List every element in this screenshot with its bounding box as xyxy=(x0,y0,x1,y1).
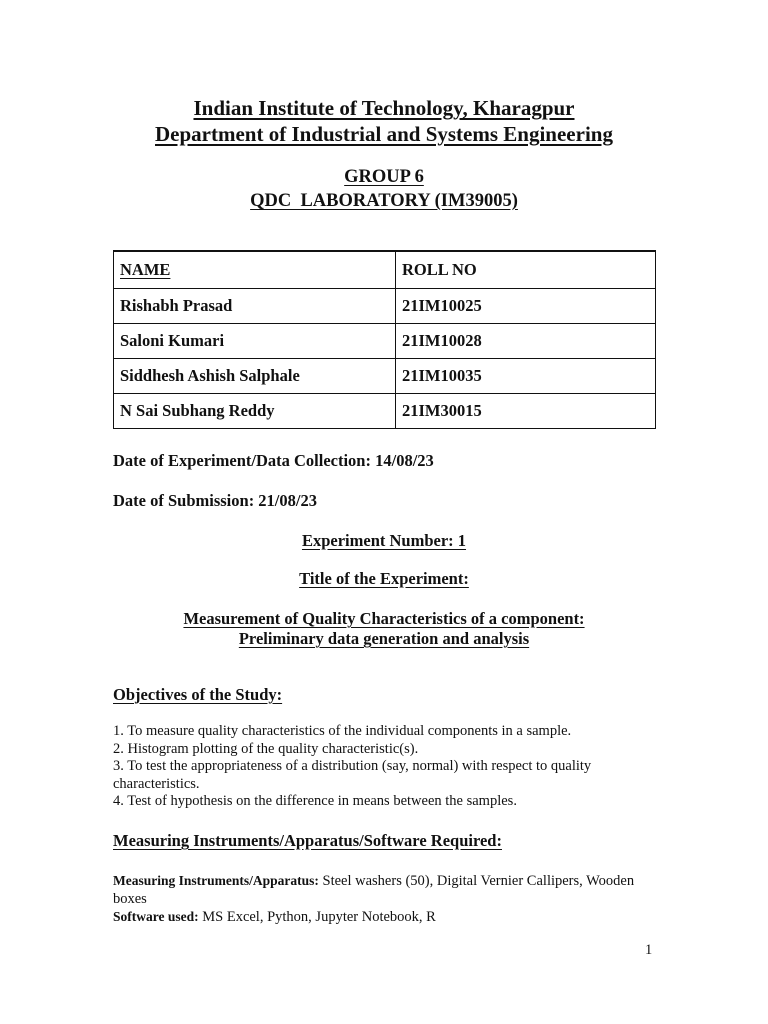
table-header-row xyxy=(114,251,656,289)
objectives-list xyxy=(113,723,653,811)
objectives-heading: Objectives of the Study: xyxy=(113,685,283,704)
list-item: 1. To measure quality characteristics of the individual components in a sample. xyxy=(113,723,572,739)
apparatus-value: Steel washers (50), Digital Vernier Callipers, Wooden boxes xyxy=(113,873,635,907)
software-label: Software used: xyxy=(113,909,199,924)
department-title: Department of Industrial and Systems Engineering xyxy=(155,122,613,146)
software-line xyxy=(113,908,653,927)
student-roll: 21IM30015 xyxy=(396,394,656,429)
lab-label: QDC LABORATORY (IM39005) xyxy=(250,191,518,211)
table-row xyxy=(114,289,656,324)
table-row xyxy=(114,394,656,429)
student-roll: 21IM10035 xyxy=(396,359,656,394)
software-value: MS Excel, Python, Jupyter Notebook, R xyxy=(198,909,436,925)
list-item: 2. Histogram plotting of the quality characteristic(s). xyxy=(113,740,419,757)
experiment-date: Date of Experiment/Data Collection: 14/08/23 xyxy=(113,451,434,470)
experiment-title-line2: Preliminary data generation and analysis xyxy=(238,629,530,648)
student-roll: 21IM10025 xyxy=(396,289,656,324)
group-label: GROUP 6 xyxy=(344,167,424,187)
list-item: 3. To test the appropriateness of a distribution (say, normal) with respect to quality characteristics. xyxy=(113,758,592,792)
student-name: Siddhesh Ashish Salphale xyxy=(114,359,396,394)
page-number: 1 xyxy=(645,942,653,958)
experiment-title-label: Title of the Experiment: xyxy=(299,569,469,588)
student-name: N Sai Subhang Reddy xyxy=(114,394,396,429)
instruments-block xyxy=(113,872,653,927)
experiment-number: Experiment Number: 1 xyxy=(301,531,467,550)
apparatus-line xyxy=(113,872,653,908)
header-roll-no: ROLL NO xyxy=(396,251,656,289)
student-roll: 21IM10028 xyxy=(396,324,656,359)
experiment-title-line1: Measurement of Quality Characteristics of a component: xyxy=(183,609,585,628)
table-row xyxy=(114,359,656,394)
instruments-heading: Measuring Instruments/Apparatus/Software Required: xyxy=(113,831,502,850)
institute-title: Indian Institute of Technology, Kharagpur xyxy=(193,96,575,120)
roster-table xyxy=(113,250,656,429)
header-name: NAME xyxy=(114,251,396,289)
list-item: 4. Test of hypothesis on the difference in means between the samples. xyxy=(113,793,517,809)
submission-date: Date of Submission: 21/08/23 xyxy=(113,491,317,510)
table-row xyxy=(114,324,656,359)
apparatus-label: Measuring Instruments/Apparatus: xyxy=(113,873,319,888)
student-name: Saloni Kumari xyxy=(114,324,396,359)
student-name: Rishabh Prasad xyxy=(114,289,396,324)
